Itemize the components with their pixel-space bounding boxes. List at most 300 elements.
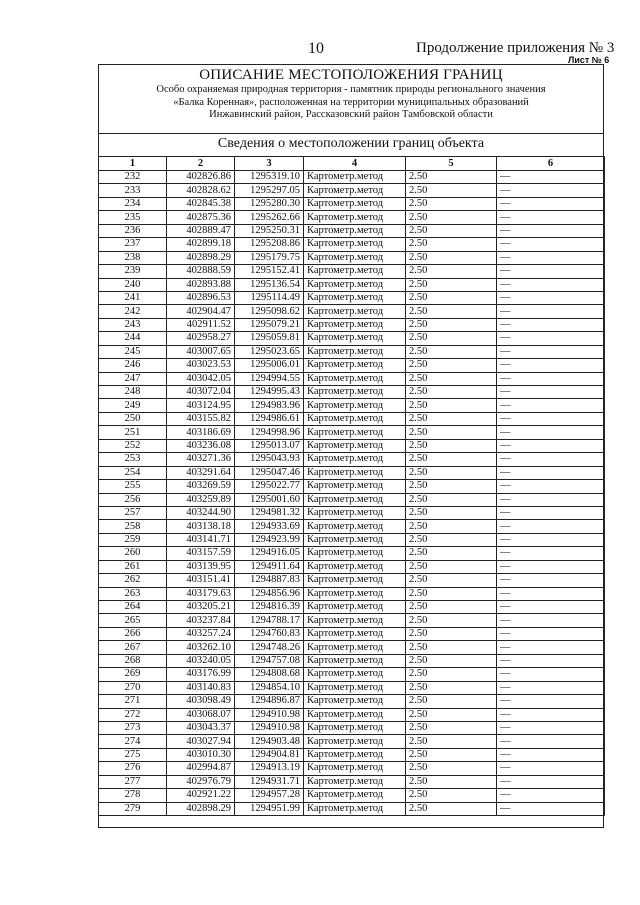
table-row <box>99 318 605 331</box>
x-coordinate-cell: 403072.04 <box>167 386 235 399</box>
accuracy-cell: 2.50 <box>406 238 497 251</box>
point-number-cell: 276 <box>99 762 167 775</box>
x-coordinate-cell: 403138.18 <box>167 520 235 533</box>
method-cell: Картометр.метод <box>304 453 406 466</box>
point-number-cell: 268 <box>99 654 167 667</box>
method-cell: Картометр.метод <box>304 318 406 331</box>
method-cell: Картометр.метод <box>304 359 406 372</box>
description-cell: — <box>497 614 605 627</box>
description-cell: — <box>497 238 605 251</box>
method-cell: Картометр.метод <box>304 695 406 708</box>
y-coordinate-cell: 1295208.86 <box>235 238 304 251</box>
description-cell: — <box>497 386 605 399</box>
point-number-cell: 253 <box>99 453 167 466</box>
table-row <box>99 506 605 519</box>
method-cell: Картометр.метод <box>304 775 406 788</box>
accuracy-cell: 2.50 <box>406 520 497 533</box>
description-cell: — <box>497 641 605 654</box>
table-row <box>99 426 605 439</box>
y-coordinate-cell: 1294856.96 <box>235 587 304 600</box>
x-coordinate-cell: 402994.87 <box>167 762 235 775</box>
point-number-cell: 261 <box>99 560 167 573</box>
description-cell: — <box>497 224 605 237</box>
x-coordinate-cell: 402893.88 <box>167 278 235 291</box>
x-coordinate-cell: 402898.29 <box>167 251 235 264</box>
y-coordinate-cell: 1295023.65 <box>235 345 304 358</box>
y-coordinate-cell: 1294854.10 <box>235 681 304 694</box>
accuracy-cell: 2.50 <box>406 721 497 734</box>
accuracy-cell: 2.50 <box>406 493 497 506</box>
point-number-cell: 269 <box>99 668 167 681</box>
table-row <box>99 278 605 291</box>
x-coordinate-cell: 403010.30 <box>167 748 235 761</box>
table-row <box>99 224 605 237</box>
y-coordinate-cell: 1294910.98 <box>235 721 304 734</box>
point-number-cell: 236 <box>99 224 167 237</box>
accuracy-cell: 2.50 <box>406 480 497 493</box>
method-cell: Картометр.метод <box>304 291 406 304</box>
point-number-cell: 251 <box>99 426 167 439</box>
y-coordinate-cell: 1294808.68 <box>235 668 304 681</box>
accuracy-cell: 2.50 <box>406 641 497 654</box>
x-coordinate-cell: 403007.65 <box>167 345 235 358</box>
point-number-cell: 252 <box>99 439 167 452</box>
method-cell: Картометр.метод <box>304 748 406 761</box>
method-cell: Картометр.метод <box>304 641 406 654</box>
header-divider <box>99 133 603 134</box>
description-cell: — <box>497 372 605 385</box>
accuracy-cell: 2.50 <box>406 695 497 708</box>
accuracy-cell: 2.50 <box>406 547 497 560</box>
table-row <box>99 466 605 479</box>
method-cell: Картометр.метод <box>304 520 406 533</box>
header-line-3: Инжавинский район, Рассказовский район Тамбовской области <box>209 109 493 120</box>
description-cell: — <box>497 735 605 748</box>
x-coordinate-cell: 402828.62 <box>167 184 235 197</box>
method-cell: Картометр.метод <box>304 251 406 264</box>
accuracy-cell: 2.50 <box>406 654 497 667</box>
table-row <box>99 305 605 318</box>
table-row <box>99 614 605 627</box>
description-cell: — <box>497 251 605 264</box>
accuracy-cell: 2.50 <box>406 305 497 318</box>
description-cell: — <box>497 278 605 291</box>
point-number-cell: 277 <box>99 775 167 788</box>
point-number-cell: 243 <box>99 318 167 331</box>
y-coordinate-cell: 1294994.55 <box>235 372 304 385</box>
accuracy-cell: 2.50 <box>406 318 497 331</box>
method-cell: Картометр.метод <box>304 197 406 210</box>
x-coordinate-cell: 402898.29 <box>167 802 235 815</box>
accuracy-cell: 2.50 <box>406 587 497 600</box>
method-cell: Картометр.метод <box>304 265 406 278</box>
point-number-cell: 264 <box>99 601 167 614</box>
description-cell: — <box>497 802 605 815</box>
description-cell: — <box>497 412 605 425</box>
table-row <box>99 345 605 358</box>
accuracy-cell: 2.50 <box>406 466 497 479</box>
y-coordinate-cell: 1294995.43 <box>235 386 304 399</box>
description-cell: — <box>497 426 605 439</box>
point-number-cell: 237 <box>99 238 167 251</box>
description-cell: — <box>497 332 605 345</box>
y-coordinate-cell: 1295179.75 <box>235 251 304 264</box>
column-header: 4 <box>304 157 406 171</box>
table-row <box>99 735 605 748</box>
description-cell: — <box>497 211 605 224</box>
accuracy-cell: 2.50 <box>406 560 497 573</box>
accuracy-cell: 2.50 <box>406 278 497 291</box>
y-coordinate-cell: 1294983.96 <box>235 399 304 412</box>
x-coordinate-cell: 403043.37 <box>167 721 235 734</box>
accuracy-cell: 2.50 <box>406 265 497 278</box>
y-coordinate-cell: 1294903.48 <box>235 735 304 748</box>
accuracy-cell: 2.50 <box>406 748 497 761</box>
point-number-cell: 235 <box>99 211 167 224</box>
method-cell: Картометр.метод <box>304 654 406 667</box>
point-number-cell: 266 <box>99 627 167 640</box>
point-number-cell: 262 <box>99 574 167 587</box>
accuracy-cell: 2.50 <box>406 614 497 627</box>
description-cell: — <box>497 560 605 573</box>
x-coordinate-cell: 403157.59 <box>167 547 235 560</box>
method-cell: Картометр.метод <box>304 802 406 815</box>
table-row <box>99 453 605 466</box>
table-row <box>99 265 605 278</box>
table-row <box>99 695 605 708</box>
table-row <box>99 721 605 734</box>
table-row <box>99 332 605 345</box>
method-cell: Картометр.метод <box>304 211 406 224</box>
table-row <box>99 748 605 761</box>
method-cell: Картометр.метод <box>304 466 406 479</box>
x-coordinate-cell: 403259.89 <box>167 493 235 506</box>
method-cell: Картометр.метод <box>304 399 406 412</box>
y-coordinate-cell: 1295022.77 <box>235 480 304 493</box>
point-number-cell: 242 <box>99 305 167 318</box>
point-number-cell: 255 <box>99 480 167 493</box>
method-cell: Картометр.метод <box>304 574 406 587</box>
y-coordinate-cell: 1295059.81 <box>235 332 304 345</box>
accuracy-cell: 2.50 <box>406 601 497 614</box>
point-number-cell: 278 <box>99 789 167 802</box>
table-row <box>99 412 605 425</box>
point-number-cell: 254 <box>99 466 167 479</box>
table-row <box>99 574 605 587</box>
method-cell: Картометр.метод <box>304 412 406 425</box>
table-row <box>99 386 605 399</box>
table-row <box>99 171 605 184</box>
description-cell: — <box>497 762 605 775</box>
y-coordinate-cell: 1294760.83 <box>235 627 304 640</box>
table-row <box>99 627 605 640</box>
y-coordinate-cell: 1294816.39 <box>235 601 304 614</box>
y-coordinate-cell: 1294923.99 <box>235 533 304 546</box>
accuracy-cell: 2.50 <box>406 184 497 197</box>
point-number-cell: 232 <box>99 171 167 184</box>
column-header: 1 <box>99 157 167 171</box>
method-cell: Картометр.метод <box>304 238 406 251</box>
accuracy-cell: 2.50 <box>406 224 497 237</box>
table-row <box>99 359 605 372</box>
y-coordinate-cell: 1294748.26 <box>235 641 304 654</box>
point-number-cell: 246 <box>99 359 167 372</box>
method-cell: Картометр.метод <box>304 708 406 721</box>
table-row <box>99 520 605 533</box>
section-title: Сведения о местоположении границ объекта <box>217 136 485 151</box>
table-row <box>99 439 605 452</box>
method-cell: Картометр.метод <box>304 480 406 493</box>
x-coordinate-cell: 403237.84 <box>167 614 235 627</box>
x-coordinate-cell: 403068.07 <box>167 708 235 721</box>
point-number-cell: 263 <box>99 587 167 600</box>
method-cell: Картометр.метод <box>304 601 406 614</box>
accuracy-cell: 2.50 <box>406 332 497 345</box>
description-cell: — <box>497 681 605 694</box>
method-cell: Картометр.метод <box>304 560 406 573</box>
accuracy-cell: 2.50 <box>406 533 497 546</box>
point-number-cell: 238 <box>99 251 167 264</box>
x-coordinate-cell: 403151.41 <box>167 574 235 587</box>
accuracy-cell: 2.50 <box>406 668 497 681</box>
y-coordinate-cell: 1294913.19 <box>235 762 304 775</box>
x-coordinate-cell: 403240.05 <box>167 654 235 667</box>
method-cell: Картометр.метод <box>304 372 406 385</box>
x-coordinate-cell: 402845.38 <box>167 197 235 210</box>
description-cell: — <box>497 721 605 734</box>
accuracy-cell: 2.50 <box>406 775 497 788</box>
x-coordinate-cell: 403257.24 <box>167 627 235 640</box>
description-cell: — <box>497 453 605 466</box>
x-coordinate-cell: 403205.21 <box>167 601 235 614</box>
method-cell: Картометр.метод <box>304 171 406 184</box>
y-coordinate-cell: 1295262.66 <box>235 211 304 224</box>
description-cell: — <box>497 359 605 372</box>
x-coordinate-cell: 403141.71 <box>167 533 235 546</box>
x-coordinate-cell: 403176.99 <box>167 668 235 681</box>
x-coordinate-cell: 403042.05 <box>167 372 235 385</box>
coordinates-table <box>98 156 605 816</box>
header-line-2: «Балка Коренная», расположенная на территории муниципальных образований <box>173 96 529 108</box>
x-coordinate-cell: 402896.53 <box>167 291 235 304</box>
x-coordinate-cell: 403155.82 <box>167 412 235 425</box>
method-cell: Картометр.метод <box>304 547 406 560</box>
column-header: 6 <box>497 157 605 171</box>
y-coordinate-cell: 1294904.81 <box>235 748 304 761</box>
method-cell: Картометр.метод <box>304 681 406 694</box>
accuracy-cell: 2.50 <box>406 506 497 519</box>
y-coordinate-cell: 1295250.31 <box>235 224 304 237</box>
method-cell: Картометр.метод <box>304 506 406 519</box>
y-coordinate-cell: 1294986.61 <box>235 412 304 425</box>
x-coordinate-cell: 403124.95 <box>167 399 235 412</box>
description-cell: — <box>497 291 605 304</box>
description-cell: — <box>497 197 605 210</box>
description-cell: — <box>497 439 605 452</box>
description-cell: — <box>497 789 605 802</box>
y-coordinate-cell: 1295152.41 <box>235 265 304 278</box>
table-row <box>99 291 605 304</box>
continuation-label: Продолжение приложения № 3 <box>416 40 615 56</box>
y-coordinate-cell: 1295280.30 <box>235 197 304 210</box>
y-coordinate-cell: 1294910.98 <box>235 708 304 721</box>
point-number-cell: 249 <box>99 399 167 412</box>
accuracy-cell: 2.50 <box>406 399 497 412</box>
method-cell: Картометр.метод <box>304 345 406 358</box>
point-number-cell: 241 <box>99 291 167 304</box>
accuracy-cell: 2.50 <box>406 345 497 358</box>
table-row <box>99 654 605 667</box>
accuracy-cell: 2.50 <box>406 574 497 587</box>
method-cell: Картометр.метод <box>304 721 406 734</box>
description-cell: — <box>497 601 605 614</box>
table-row <box>99 480 605 493</box>
table-row <box>99 372 605 385</box>
y-coordinate-cell: 1295079.21 <box>235 318 304 331</box>
accuracy-cell: 2.50 <box>406 426 497 439</box>
method-cell: Картометр.метод <box>304 587 406 600</box>
description-cell: — <box>497 493 605 506</box>
description-cell: — <box>497 775 605 788</box>
table-row <box>99 641 605 654</box>
description-cell: — <box>497 547 605 560</box>
accuracy-cell: 2.50 <box>406 386 497 399</box>
x-coordinate-cell: 403269.59 <box>167 480 235 493</box>
table-row <box>99 802 605 815</box>
description-cell: — <box>497 480 605 493</box>
point-number-cell: 247 <box>99 372 167 385</box>
accuracy-cell: 2.50 <box>406 197 497 210</box>
method-cell: Картометр.метод <box>304 668 406 681</box>
y-coordinate-cell: 1295319.10 <box>235 171 304 184</box>
accuracy-cell: 2.50 <box>406 708 497 721</box>
page-number: 10 <box>308 40 324 57</box>
table-row <box>99 238 605 251</box>
x-coordinate-cell: 403179.63 <box>167 587 235 600</box>
point-number-cell: 260 <box>99 547 167 560</box>
method-cell: Картометр.метод <box>304 184 406 197</box>
table-row <box>99 211 605 224</box>
point-number-cell: 267 <box>99 641 167 654</box>
description-cell: — <box>497 171 605 184</box>
accuracy-cell: 2.50 <box>406 439 497 452</box>
x-coordinate-cell: 403244.90 <box>167 506 235 519</box>
point-number-cell: 240 <box>99 278 167 291</box>
description-cell: — <box>497 466 605 479</box>
accuracy-cell: 2.50 <box>406 453 497 466</box>
point-number-cell: 257 <box>99 506 167 519</box>
x-coordinate-cell: 402899.18 <box>167 238 235 251</box>
method-cell: Картометр.метод <box>304 278 406 291</box>
table-row <box>99 560 605 573</box>
method-cell: Картометр.метод <box>304 789 406 802</box>
y-coordinate-cell: 1294933.69 <box>235 520 304 533</box>
description-cell: — <box>497 627 605 640</box>
x-coordinate-cell: 403291.64 <box>167 466 235 479</box>
table-row <box>99 681 605 694</box>
point-number-cell: 271 <box>99 695 167 708</box>
description-cell: — <box>497 695 605 708</box>
method-cell: Картометр.метод <box>304 493 406 506</box>
point-number-cell: 233 <box>99 184 167 197</box>
y-coordinate-cell: 1295136.54 <box>235 278 304 291</box>
point-number-cell: 270 <box>99 681 167 694</box>
accuracy-cell: 2.50 <box>406 802 497 815</box>
description-cell: — <box>497 305 605 318</box>
method-cell: Картометр.метод <box>304 614 406 627</box>
y-coordinate-cell: 1294931.71 <box>235 775 304 788</box>
table-row <box>99 789 605 802</box>
method-cell: Картометр.метод <box>304 762 406 775</box>
accuracy-cell: 2.50 <box>406 735 497 748</box>
point-number-cell: 265 <box>99 614 167 627</box>
y-coordinate-cell: 1295006.01 <box>235 359 304 372</box>
table-row <box>99 251 605 264</box>
table-row <box>99 533 605 546</box>
document-header <box>99 64 603 122</box>
method-cell: Картометр.метод <box>304 533 406 546</box>
description-cell: — <box>497 668 605 681</box>
point-number-cell: 259 <box>99 533 167 546</box>
point-number-cell: 250 <box>99 412 167 425</box>
y-coordinate-cell: 1294911.64 <box>235 560 304 573</box>
method-cell: Картометр.метод <box>304 224 406 237</box>
method-cell: Картометр.метод <box>304 305 406 318</box>
column-header: 5 <box>406 157 497 171</box>
accuracy-cell: 2.50 <box>406 291 497 304</box>
description-cell: — <box>497 520 605 533</box>
description-cell: — <box>497 708 605 721</box>
accuracy-cell: 2.50 <box>406 627 497 640</box>
description-cell: — <box>497 184 605 197</box>
x-coordinate-cell: 402889.47 <box>167 224 235 237</box>
table-row <box>99 668 605 681</box>
table-row <box>99 775 605 788</box>
accuracy-cell: 2.50 <box>406 789 497 802</box>
method-cell: Картометр.метод <box>304 735 406 748</box>
x-coordinate-cell: 403098.49 <box>167 695 235 708</box>
point-number-cell: 275 <box>99 748 167 761</box>
point-number-cell: 272 <box>99 708 167 721</box>
y-coordinate-cell: 1295043.93 <box>235 453 304 466</box>
accuracy-cell: 2.50 <box>406 412 497 425</box>
description-cell: — <box>497 748 605 761</box>
x-coordinate-cell: 403027.94 <box>167 735 235 748</box>
y-coordinate-cell: 1295297.05 <box>235 184 304 197</box>
accuracy-cell: 2.50 <box>406 251 497 264</box>
method-cell: Картометр.метод <box>304 426 406 439</box>
point-number-cell: 256 <box>99 493 167 506</box>
y-coordinate-cell: 1294957.28 <box>235 789 304 802</box>
method-cell: Картометр.метод <box>304 332 406 345</box>
table-row <box>99 547 605 560</box>
point-number-cell: 244 <box>99 332 167 345</box>
x-coordinate-cell: 402911.52 <box>167 318 235 331</box>
sheet-label: Лист № 6 <box>568 55 610 65</box>
description-cell: — <box>497 533 605 546</box>
y-coordinate-cell: 1295114.49 <box>235 291 304 304</box>
y-coordinate-cell: 1294788.17 <box>235 614 304 627</box>
y-coordinate-cell: 1294998.96 <box>235 426 304 439</box>
x-coordinate-cell: 402904.47 <box>167 305 235 318</box>
x-coordinate-cell: 403262.10 <box>167 641 235 654</box>
x-coordinate-cell: 402875.36 <box>167 211 235 224</box>
y-coordinate-cell: 1294981.32 <box>235 506 304 519</box>
point-number-cell: 274 <box>99 735 167 748</box>
point-number-cell: 248 <box>99 386 167 399</box>
table-row <box>99 493 605 506</box>
table-row <box>99 601 605 614</box>
